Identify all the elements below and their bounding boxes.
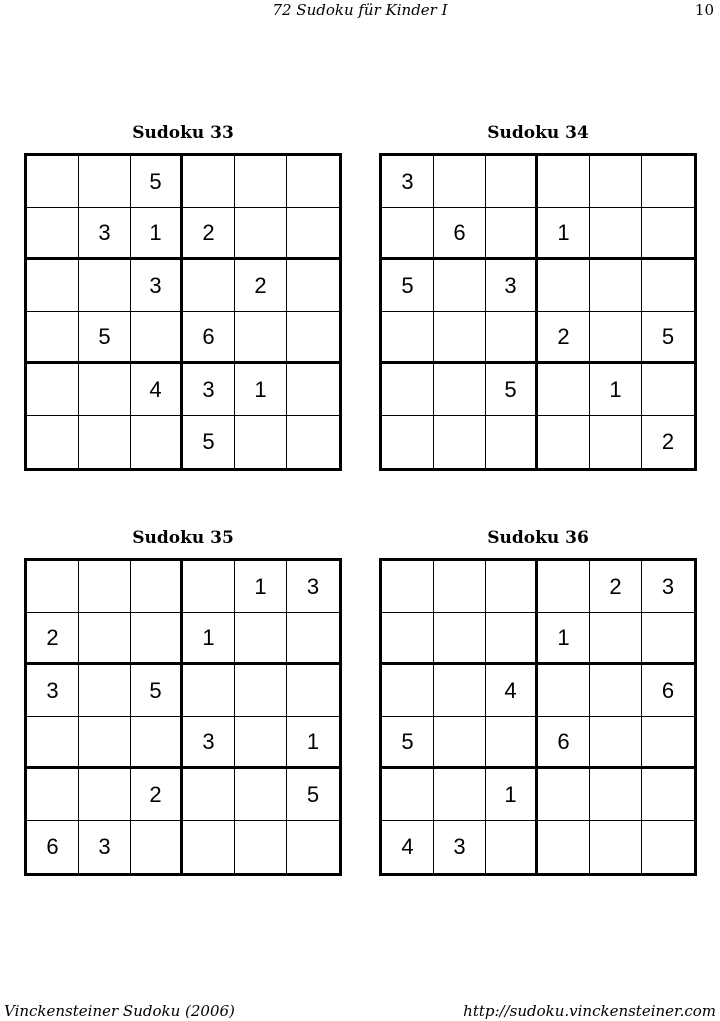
- sudoku-cell: [235, 717, 287, 769]
- sudoku-cell: [642, 769, 694, 821]
- sudoku-cell: [486, 416, 538, 468]
- sudoku-cell: 3: [79, 821, 131, 873]
- sudoku-cell: 2: [590, 561, 642, 613]
- sudoku-cell: [287, 208, 339, 260]
- sudoku-cell: [287, 364, 339, 416]
- sudoku-cell: 3: [183, 717, 235, 769]
- sudoku-cell: [486, 208, 538, 260]
- sudoku-cell: [183, 769, 235, 821]
- sudoku-cell: [590, 156, 642, 208]
- sudoku-cell: 5: [183, 416, 235, 468]
- puzzle-title: Sudoku 33: [132, 123, 234, 143]
- sudoku-cell: [434, 769, 486, 821]
- sudoku-cell: 3: [79, 208, 131, 260]
- sudoku-cell: [382, 364, 434, 416]
- sudoku-cell: [538, 364, 590, 416]
- sudoku-cell: [27, 717, 79, 769]
- sudoku-grid: [24, 558, 342, 876]
- sudoku-cell: 4: [486, 665, 538, 717]
- sudoku-cell: 2: [183, 208, 235, 260]
- sudoku-cell: [434, 156, 486, 208]
- sudoku-cell: [27, 208, 79, 260]
- sudoku-cell: [235, 665, 287, 717]
- sudoku-cell: [235, 208, 287, 260]
- sudoku-cell: [642, 156, 694, 208]
- sudoku-cell: 3: [642, 561, 694, 613]
- sudoku-cell: [538, 260, 590, 312]
- sudoku-cell: [287, 260, 339, 312]
- sudoku-cell: [642, 208, 694, 260]
- sudoku-cell: [642, 364, 694, 416]
- sudoku-cell: [235, 416, 287, 468]
- sudoku-cell: 3: [131, 260, 183, 312]
- sudoku-cell: [131, 717, 183, 769]
- sudoku-cell: 3: [287, 561, 339, 613]
- sudoku-cell: 1: [590, 364, 642, 416]
- sudoku-cell: [382, 613, 434, 665]
- sudoku-cell: [434, 416, 486, 468]
- sudoku-cell: 5: [382, 260, 434, 312]
- sudoku-cell: 1: [235, 364, 287, 416]
- sudoku-cell: [79, 717, 131, 769]
- sudoku-cell: 6: [538, 717, 590, 769]
- sudoku-cell: [287, 613, 339, 665]
- sudoku-cell: 6: [183, 312, 235, 364]
- sudoku-cell: 1: [131, 208, 183, 260]
- sudoku-cell: 5: [287, 769, 339, 821]
- sudoku-cell: [434, 561, 486, 613]
- sudoku-cell: 6: [27, 821, 79, 873]
- sudoku-cell: [590, 821, 642, 873]
- sudoku-cell: [131, 613, 183, 665]
- sudoku-cell: 2: [661, 429, 675, 454]
- sudoku-cell: 3: [183, 364, 235, 416]
- sudoku-grid: [379, 558, 697, 876]
- sudoku-cell: [131, 561, 183, 613]
- sudoku-cell: [486, 821, 538, 873]
- sudoku-cell: [183, 821, 235, 873]
- sudoku-cell: [642, 260, 694, 312]
- sudoku-cell: [183, 260, 235, 312]
- sudoku-cell: [642, 821, 694, 873]
- sudoku-cell: [27, 416, 79, 468]
- sudoku-cell: [382, 312, 434, 364]
- sudoku-cell: [382, 769, 434, 821]
- sudoku-cell: 1: [235, 561, 287, 613]
- sudoku-cell: [434, 364, 486, 416]
- sudoku-cell: 2: [27, 613, 79, 665]
- sudoku-cell: [27, 561, 79, 613]
- sudoku-cell: 5: [131, 665, 183, 717]
- sudoku-cell: 5: [642, 312, 694, 364]
- sudoku-cell: [131, 416, 183, 468]
- sudoku-cell: 1: [183, 613, 235, 665]
- sudoku-cell: 5: [79, 312, 131, 364]
- sudoku-cell: [79, 260, 131, 312]
- sudoku-cell: 1: [538, 208, 590, 260]
- sudoku-cell: [434, 665, 486, 717]
- sudoku-cell: [590, 717, 642, 769]
- sudoku-cell: [287, 312, 339, 364]
- puzzle-title: Sudoku 34: [487, 123, 589, 143]
- sudoku-cell: [79, 665, 131, 717]
- sudoku-cell: [590, 613, 642, 665]
- sudoku-cell: 3: [486, 260, 538, 312]
- sudoku-cell: [183, 665, 235, 717]
- sudoku-grid: [379, 153, 697, 471]
- sudoku-cell: 2: [538, 312, 590, 364]
- sudoku-cell: 1: [287, 717, 339, 769]
- sudoku-cell: [27, 364, 79, 416]
- footer-url: http://sudoku.vinckensteiner.com: [463, 1002, 716, 1020]
- sudoku-grid: [24, 153, 342, 471]
- sudoku-cell: 2: [235, 260, 287, 312]
- sudoku-cell: [538, 561, 590, 613]
- sudoku-cell: [382, 561, 434, 613]
- sudoku-cell: 6: [642, 665, 694, 717]
- sudoku-cell: 5: [486, 364, 538, 416]
- sudoku-cell: [235, 156, 287, 208]
- sudoku-cell: [79, 561, 131, 613]
- sudoku-cell: [590, 312, 642, 364]
- sudoku-cell: [27, 260, 79, 312]
- sudoku-cell: [486, 156, 538, 208]
- sudoku-cell: [382, 208, 434, 260]
- sudoku-cell: [235, 312, 287, 364]
- sudoku-cell: [287, 156, 339, 208]
- sudoku-cell: [434, 717, 486, 769]
- sudoku-cell: [538, 156, 590, 208]
- sudoku-cell: 1: [538, 613, 590, 665]
- sudoku-cell: [382, 416, 434, 468]
- sudoku-cell: [235, 613, 287, 665]
- sudoku-cell: [27, 769, 79, 821]
- sudoku-cell: [131, 821, 183, 873]
- footer-publisher: Vinckensteiner Sudoku (2006): [4, 1002, 235, 1020]
- puzzle-title: Sudoku 35: [132, 528, 234, 548]
- sudoku-cell: [486, 613, 538, 665]
- sudoku-cell: [590, 769, 642, 821]
- header-title: 72 Sudoku für Kinder I: [272, 1, 448, 19]
- sudoku-cell: [27, 312, 79, 364]
- sudoku-cell: [486, 717, 538, 769]
- sudoku-cell: [538, 416, 590, 468]
- page-number: 10: [694, 1, 714, 19]
- sudoku-cell: [486, 312, 538, 364]
- sudoku-cell: [183, 561, 235, 613]
- sudoku-cell: [382, 665, 434, 717]
- sudoku-cell: [183, 156, 235, 208]
- sudoku-cell: [642, 613, 694, 665]
- sudoku-cell: [27, 156, 79, 208]
- sudoku-cell: 3: [27, 665, 79, 717]
- sudoku-cell: [538, 821, 590, 873]
- sudoku-cell: [79, 156, 131, 208]
- sudoku-cell: [79, 613, 131, 665]
- sudoku-cell: 3: [382, 156, 434, 208]
- sudoku-cell: [235, 769, 287, 821]
- sudoku-cell: 4: [382, 821, 434, 873]
- sudoku-cell: [538, 665, 590, 717]
- sudoku-cell: [287, 665, 339, 717]
- sudoku-cell: [287, 821, 339, 873]
- sudoku-cell: [79, 416, 131, 468]
- sudoku-cell: 5: [382, 717, 434, 769]
- sudoku-cell: 6: [434, 208, 486, 260]
- sudoku-cell: [538, 769, 590, 821]
- sudoku-cell: 3: [434, 821, 486, 873]
- sudoku-cell: [79, 769, 131, 821]
- sudoku-cell: 1: [486, 769, 538, 821]
- sudoku-cell: [642, 717, 694, 769]
- sudoku-cell: [434, 260, 486, 312]
- sudoku-cell: [434, 613, 486, 665]
- sudoku-cell: 5: [131, 156, 183, 208]
- sudoku-cell: [235, 821, 287, 873]
- sudoku-cell: [287, 416, 339, 468]
- sudoku-cell: [79, 364, 131, 416]
- sudoku-cell: 2: [131, 769, 183, 821]
- sudoku-cell: [131, 312, 183, 364]
- sudoku-cell: [434, 312, 486, 364]
- sudoku-cell: [590, 260, 642, 312]
- sudoku-cell: [590, 416, 642, 468]
- puzzle-title: Sudoku 36: [487, 528, 589, 548]
- sudoku-cell: [590, 208, 642, 260]
- sudoku-cell: 4: [131, 364, 183, 416]
- sudoku-cell: [486, 561, 538, 613]
- sudoku-cell: [590, 665, 642, 717]
